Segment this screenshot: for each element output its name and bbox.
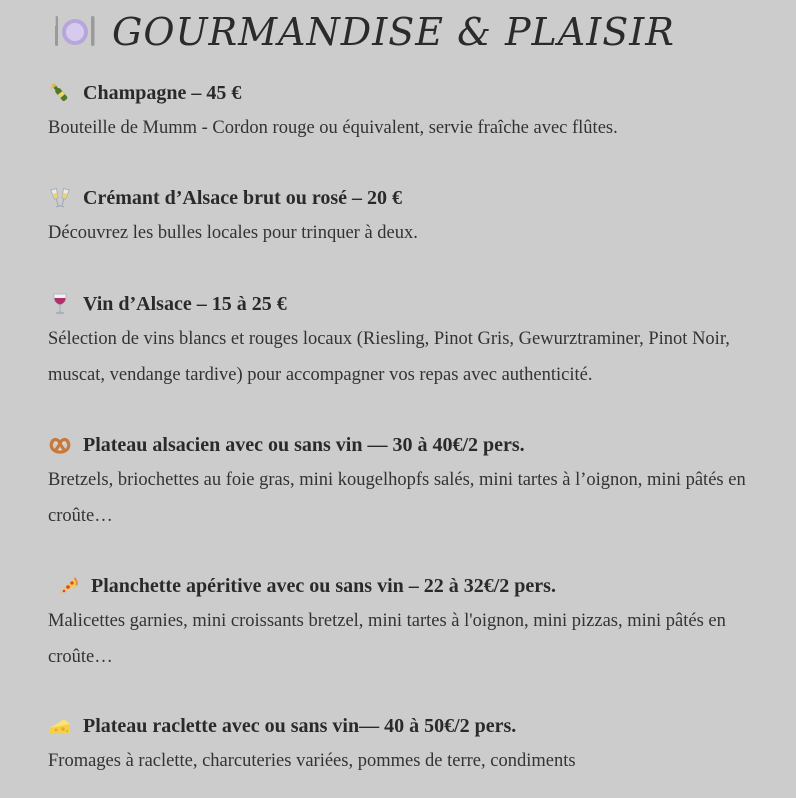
item-description: Bretzels, briochettes au foie gras, mini kougelhopfs salés, mini tartes à l’oignon, mini pâtés en croûte… — [48, 470, 746, 526]
pretzel-icon — [48, 433, 72, 457]
wine-glass-icon — [48, 292, 72, 316]
fork-knife-plate-icon — [54, 13, 96, 51]
menu-item-cremant — [48, 183, 782, 251]
item-title: Planchette apéritive avec ou sans vin – 22 à 32€/2 pers. — [91, 574, 556, 597]
item-title: Crémant d’Alsace brut ou rosé – 20 € — [83, 186, 403, 209]
item-title: Champagne – 45 € — [83, 81, 242, 104]
item-title: Plateau raclette avec ou sans vin— 40 à 50€/2 pers. — [83, 714, 517, 737]
page-header — [54, 6, 675, 58]
menu-item-planchette — [48, 571, 782, 675]
menu-item-champagne — [48, 78, 782, 146]
pizza-slice-icon — [56, 574, 80, 598]
menu-item-plateau-alsacien — [48, 430, 782, 534]
item-description: Fromages à raclette, charcuteries variées, pommes de terre, condiments — [48, 751, 576, 771]
item-description: Malicettes garnies, mini croissants bretzel, mini tartes à l'oignon, mini pizzas, mini pâtés en croûte… — [48, 611, 726, 667]
clinking-glasses-icon — [48, 186, 72, 210]
item-title: Vin d’Alsace – 15 à 25 € — [83, 292, 287, 315]
item-description: Découvrez les bulles locales pour trinquer à deux. — [48, 223, 418, 243]
cheese-icon — [48, 714, 72, 738]
page-title: GOURMANDISE & PLAISIR — [112, 10, 675, 54]
item-description: Bouteille de Mumm - Cordon rouge ou équivalent, servie fraîche avec flûtes. — [48, 118, 618, 138]
item-description: Sélection de vins blancs et rouges locaux (Riesling, Pinot Gris, Gewurztraminer, Pinot Noir, muscat, vendange tardive) pour accompagner vos repas avec authenticité. — [48, 329, 730, 385]
item-title: Plateau alsacien avec ou sans vin — 30 à 40€/2 pers. — [83, 433, 525, 456]
menu-item-vin-alsace — [48, 289, 782, 393]
champagne-bottle-icon — [48, 81, 72, 105]
menu-item-plateau-raclette — [48, 711, 782, 779]
